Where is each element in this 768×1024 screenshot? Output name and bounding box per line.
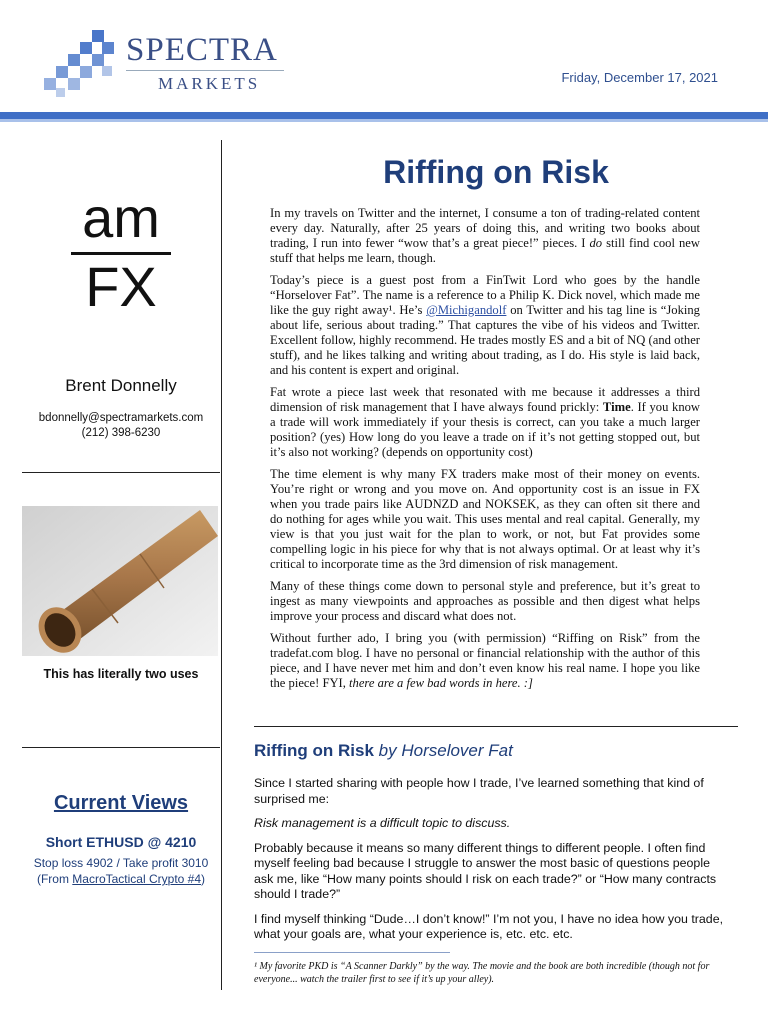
spectra-logo-icon — [40, 28, 116, 98]
author-email[interactable]: bdonnelly@spectramarkets.com — [38, 412, 204, 424]
trade-source-link[interactable]: MacroTactical Crypto #4 — [72, 872, 202, 886]
logo-subword: MARKETS — [158, 74, 261, 93]
guest-paragraph-4: I find myself thinking “Dude…I don’t know!” I’m not you, I have no idea how you trade, what your goals are, what your experience is, etc. etc. etc. — [254, 911, 724, 941]
p1-text-a: In my travels on Twitter and the internet, I consume a ton of trading-related content every day. Naturally, after 25 years of doing this, and writing two books about trading, I run into fewer “wow that’s a great piece!” pieces. I — [270, 206, 700, 250]
footnote-rule — [254, 952, 450, 953]
image-caption: This has literally two uses — [43, 667, 199, 681]
p2-text-b: on Twitter and his tag line is “Joking about life, serious about trading.” That captures the vibe of his videos and Twitter. Excellent follow, highly recommend. He trades mostly ES and a bit of NQ (and other stuff), and he likes talking and writing about trading, as I do. His style is laid back, and his content is expert and original. — [270, 303, 700, 377]
author-phone: (212) 398-6230 — [81, 427, 161, 439]
author-name: Brent Donnelly — [65, 376, 177, 395]
intro-paragraph-2 — [270, 273, 700, 378]
trade-source-suffix: ) — [201, 872, 206, 886]
p3-bold: Time — [602, 400, 631, 414]
intro-paragraph-5: Many of these things come down to personal style and preference, but it’s great to ingest as many viewpoints and approaches as possible and then digest what helps improve your process and discard what does not. — [270, 579, 700, 623]
intro-paragraph-6 — [270, 631, 700, 691]
guest-paragraph-2: Risk management is a difficult topic to discuss. — [254, 816, 511, 830]
intro-paragraph-1 — [270, 206, 700, 266]
intro-paragraph-4: The time element is why many FX traders make most of their money on events. You’re right or wrong and you move on. And opportunity cost is an issue in FX when you trade pairs like AUDNZD and NOKSEK, as they can often sit there and do nothing for ages while you wait. This uses mental and real capital. Generally, my view is that you just wait for the plan to work, or not, but Fat provides some compelling logic in his piece for why that is not always optimal. Or at least why it’s critical to incorporate time as the 3rd dimension of risk management. — [270, 467, 700, 571]
intro-text — [270, 206, 700, 698]
guest-post-byline: by Horselover Fat — [373, 741, 513, 760]
guest-paragraph-1: Since I started sharing with people how I trade, I’ve learned something that kind of surprised me: — [254, 776, 704, 806]
p1-emphasis: do — [589, 236, 603, 250]
header-rule — [0, 112, 768, 119]
logo-divider — [126, 70, 284, 71]
p2-text-a: Today’s piece is a guest post from a FinTwit Lord who goes by the handle “Horselover Fat”. The name is a reference to a Philip K. Dick novel, which made me like the guy right away¹. He’s — [270, 273, 700, 317]
current-trade: Short ETHUSD @ 4210 — [45, 834, 197, 850]
guest-post-title — [254, 741, 513, 761]
column-divider — [221, 140, 222, 990]
amfx-bottom: FX — [85, 255, 157, 318]
p1-text-b: still find cool new stuff that helps me learn, though. — [270, 236, 700, 265]
p3-text-a: Fat wrote a piece last week that resonated with me because it addresses a third dimension of risk management that I have always found prickly: — [270, 385, 700, 414]
trade-source-prefix: (From — [36, 872, 73, 886]
trade-source — [22, 872, 220, 886]
logo-wordmark: SPECTRA — [126, 32, 278, 68]
current-views-title: Current Views — [53, 792, 189, 814]
p6-emphasis: there are a few bad words in here. :] — [349, 676, 533, 690]
sidebar — [22, 140, 220, 990]
amfx-top: am — [82, 186, 160, 249]
intro-paragraph-3 — [270, 385, 700, 460]
guest-post-text — [254, 776, 724, 952]
twitter-handle-link[interactable]: @Michigandolf — [426, 303, 507, 317]
issue-date: Friday, December 17, 2021 — [561, 70, 718, 85]
p3-text-b: . If you know a trade will work immediately if your thesis is correct, can you take a much larger position? (yes) How long do you leave a trade on if it’s not getting stopped out, but it’s also not working? (depends on opportunity cost) — [270, 400, 701, 459]
cardboard-tube-image — [22, 506, 218, 656]
trade-stops: Stop loss 4902 / Take profit 3010 — [33, 856, 209, 870]
p6-text-a: Without further ado, I bring you (with permission) “Riffing on Risk” from the tradefat.com blog. I have no personal or financial relationship with the author of this piece, and I have never met him and don’t even know his real name. I hope you like the piece! FYI, — [270, 631, 700, 690]
guest-paragraph-3: Probably because it means so many different things to different people. I often find myself feeling bad because I struggle to answer the most basic of questions people ask me, like “How many points should I risk on each trade?” or “How many contracts should I trade?” — [254, 840, 717, 901]
section-divider — [254, 726, 738, 727]
amfx-logo — [22, 188, 220, 317]
guest-post-title-text: Riffing on Risk — [254, 741, 374, 760]
sidebar-divider — [22, 472, 220, 473]
footnote: ¹ My favorite PKD is “A Scanner Darkly” by the way. The movie and the book are both incredible (though not for everyone... watch the trailer first to see if it’s up your alley). — [254, 961, 710, 985]
header-rule-light — [0, 119, 768, 122]
article-title: Riffing on Risk — [383, 154, 609, 190]
page-header — [0, 0, 768, 112]
sidebar-divider-2 — [22, 747, 220, 748]
